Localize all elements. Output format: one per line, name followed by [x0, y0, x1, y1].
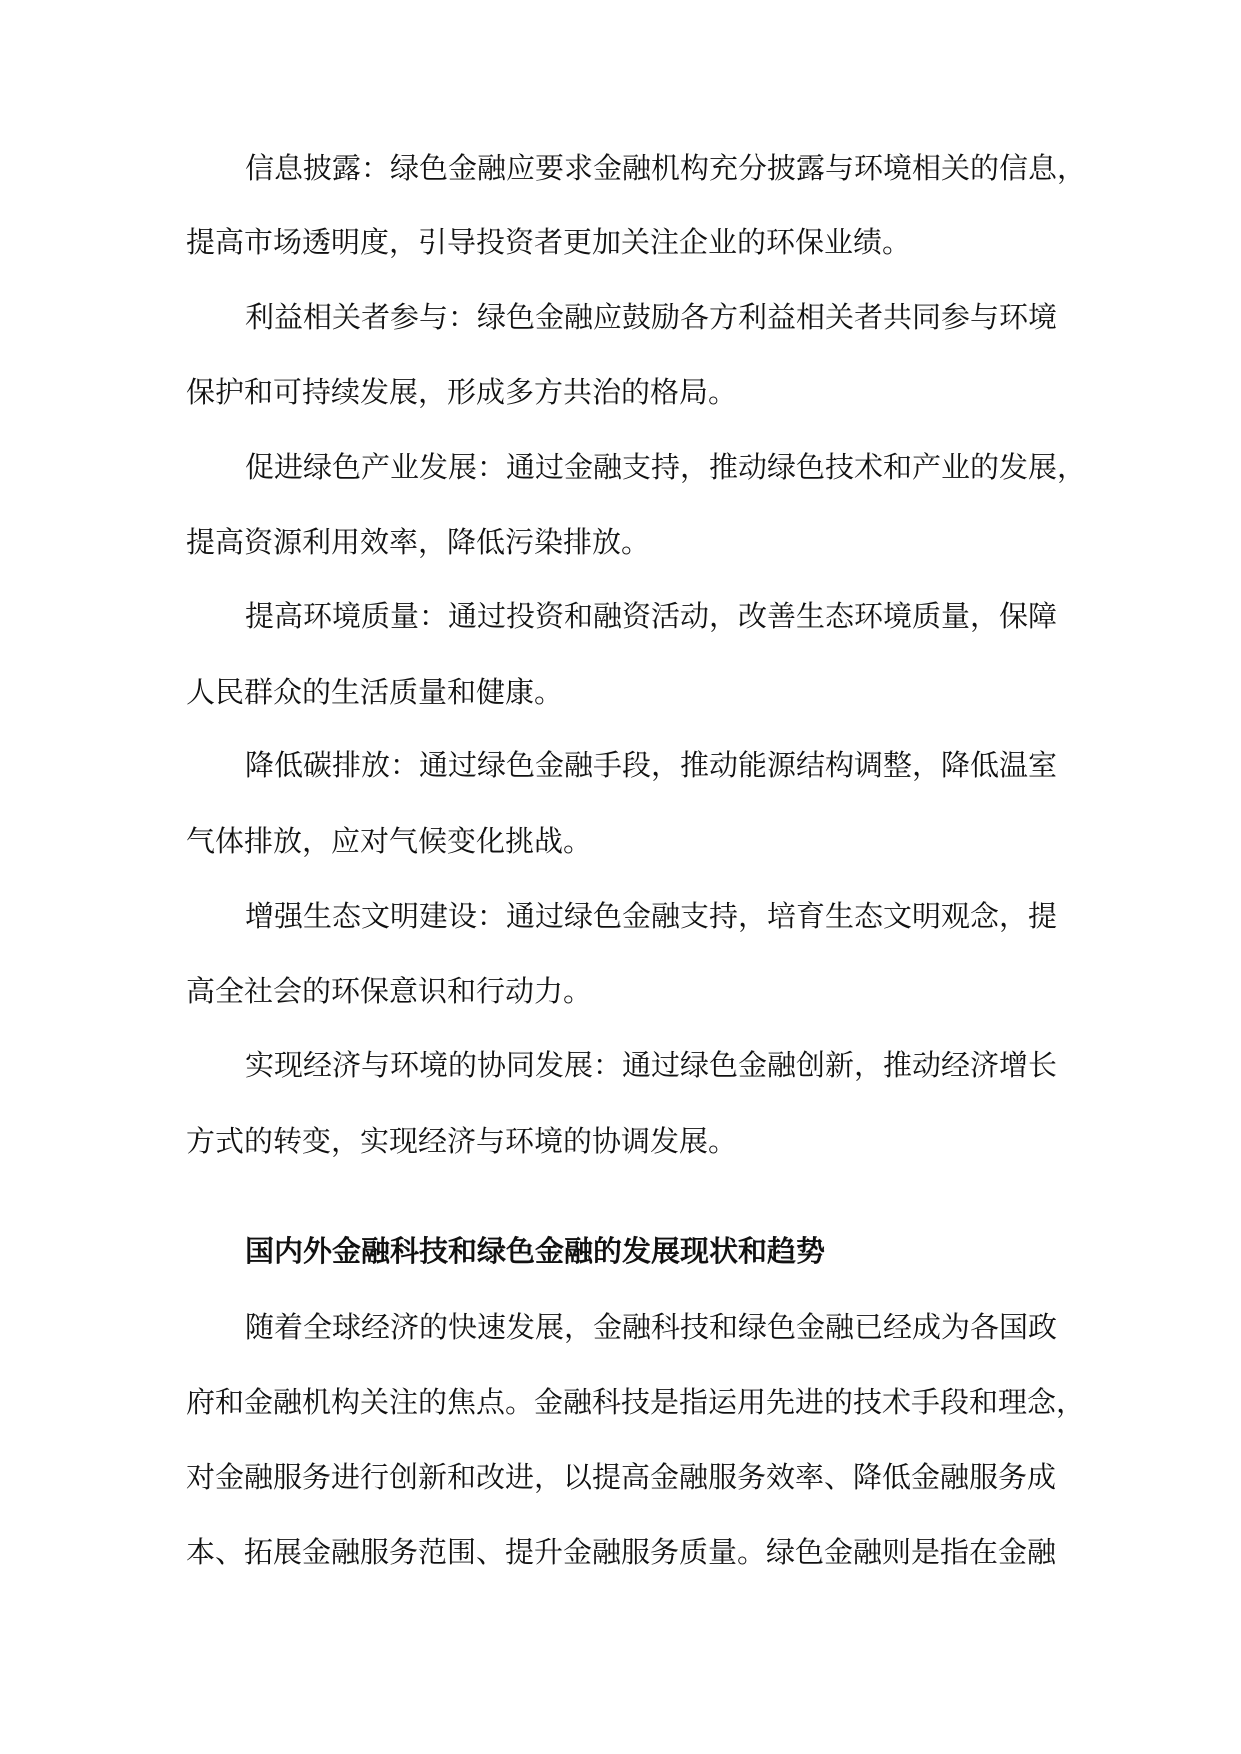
paragraph-line: 提高环境质量：通过投资和融资活动，改善生态环境质量，保障 [245, 599, 1058, 633]
paragraph-line: 对金融服务进行创新和改进，以提高金融服务效率、降低金融服务成 [186, 1460, 1057, 1494]
paragraph-line: 府和金融机构关注的焦点。金融科技是指运用先进的技术手段和理念， [186, 1385, 1086, 1419]
paragraph-line: 气体排放，应对气候变化挑战。 [186, 824, 593, 858]
paragraph-line: 保护和可持续发展，形成多方共治的格局。 [186, 375, 738, 409]
paragraph-line: 随着全球经济的快速发展，金融科技和绿色金融已经成为各国政 [245, 1310, 1058, 1344]
paragraph-line: 利益相关者参与：绿色金融应鼓励各方利益相关者共同参与环境 [245, 300, 1058, 334]
paragraph-line: 提高市场透明度，引导投资者更加关注企业的环保业绩。 [186, 225, 912, 259]
paragraph-line: 高全社会的环保意识和行动力。 [186, 974, 593, 1008]
paragraph-line: 方式的转变，实现经济与环境的协调发展。 [186, 1124, 738, 1158]
paragraph-line: 信息披露：绿色金融应要求金融机构充分披露与环境相关的信息， [245, 151, 1087, 185]
paragraph-line: 降低碳排放：通过绿色金融手段，推动能源结构调整，降低温室 [245, 748, 1058, 782]
paragraph-line: 促进绿色产业发展：通过金融支持，推动绿色技术和产业的发展， [245, 450, 1087, 484]
paragraph-line: 实现经济与环境的协同发展：通过绿色金融创新，推动经济增长 [245, 1048, 1058, 1082]
section-heading: 国内外金融科技和绿色金融的发展现状和趋势 [245, 1234, 826, 1268]
paragraph-line: 人民群众的生活质量和健康。 [186, 675, 564, 709]
paragraph-line: 增强生态文明建设：通过绿色金融支持，培育生态文明观念，提 [245, 899, 1058, 933]
paragraph-line: 本、拓展金融服务范围、提升金融服务质量。绿色金融则是指在金融 [186, 1535, 1057, 1569]
paragraph-line: 提高资源利用效率，降低污染排放。 [186, 525, 651, 559]
